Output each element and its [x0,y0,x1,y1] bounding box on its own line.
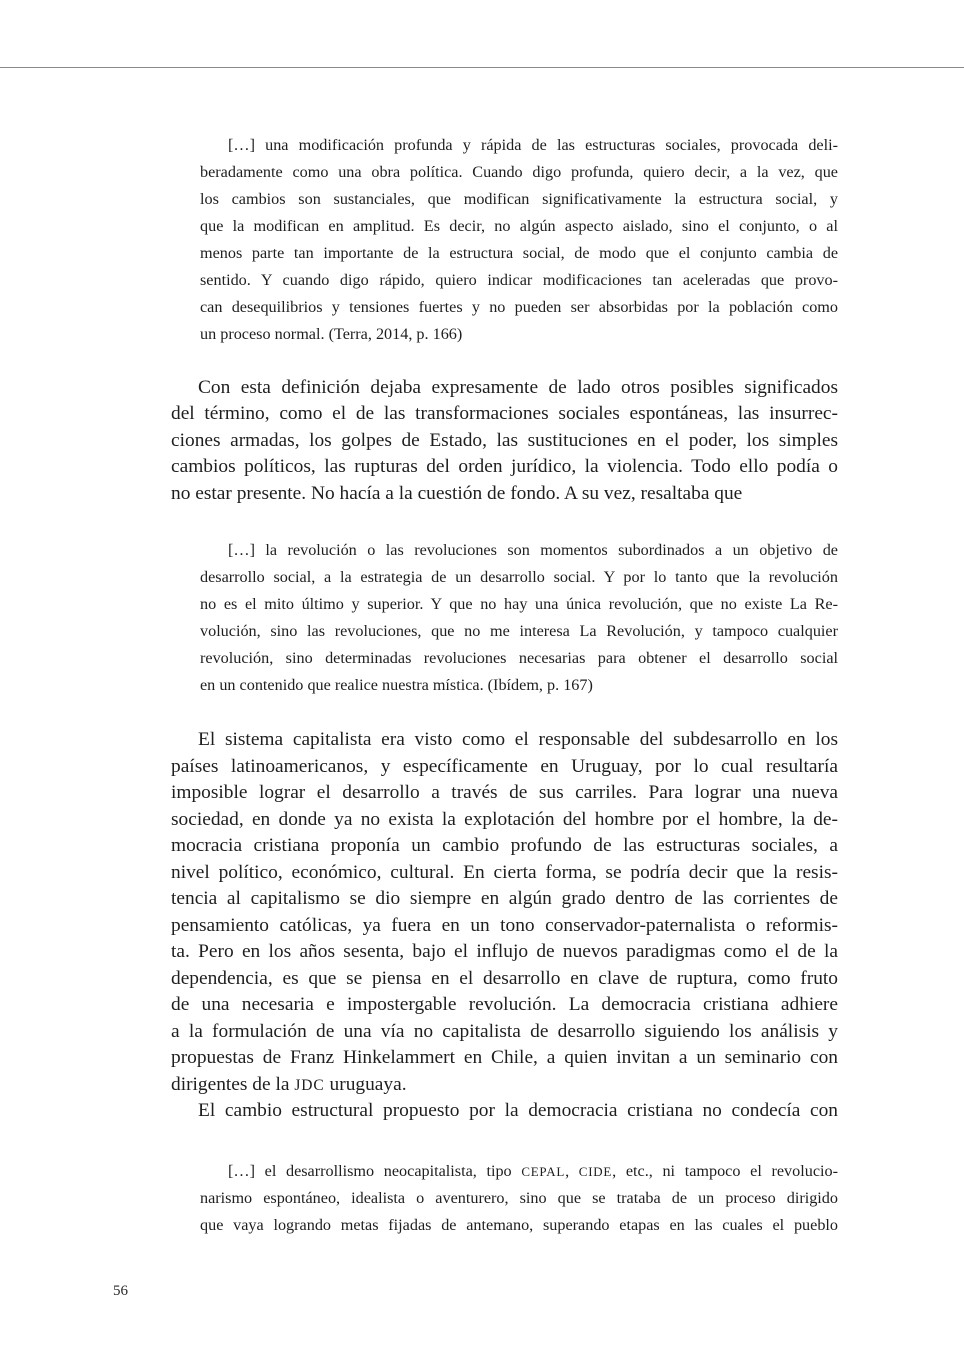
body-line: cambios políticos, las rupturas del orden jurídico, la violencia. Todo ello podía o [171,456,838,477]
quote-line: narismo espontáneo, idealista o aventurero, sino que se trataba de un proceso dirigido [200,1189,838,1207]
quote-line: los cambios son sustanciales, que modifican significativamente la estructura social, y [200,190,838,208]
quote-line: desarrollo social, a la estrategia de un desarrollo social. Y por lo tanto que la revolución [200,568,838,586]
body-line: Con esta definición dejaba expresamente de lado otros posibles significados [198,377,838,398]
body-line: ciones armadas, los golpes de Estado, las sustituciones en el poder, los simples [171,430,838,451]
body-line: mocracia cristiana proponía un cambio profundo de las estructuras sociales, a [171,835,838,856]
quote-line: no es el mito último y superior. Y que no hay una única revolución, que no existe La Re- [200,595,838,613]
quote-line-last: un proceso normal. (Terra, 2014, p. 166) [200,325,463,343]
quote-line: que la modifican en amplitud. Es decir, no algún aspecto aislado, sino el conjunto, o al [200,217,838,235]
quote-text-fragment: […] el desarrollismo neocapitalista, tipo [228,1162,522,1180]
quote-line: can desequilibrios y tensiones fuertes y no pueden ser absorbidas por la población como [200,298,838,316]
abbreviation-cepal: CEPAL [521,1164,566,1179]
body-line-last [171,1072,407,1100]
quote-text-fragment: , [565,1162,579,1180]
body-line: sociedad, en donde ya no exista la explotación del hombre por el hombre, la de- [171,809,838,830]
body-line: El cambio estructural propuesto por la democracia cristiana no condecía con [198,1100,838,1121]
body-line: propuestas de Franz Hinkelammert en Chile, a quien invitan a un seminario con [171,1047,838,1068]
quote-line: volución, sino las revoluciones, que no me interesa La Revolución, y tampoco cualquier [200,622,838,640]
body-line: a la formulación de una vía no capitalista de desarrollo siguiendo los análisis y [171,1021,838,1042]
quote-line: […] una modificación profunda y rápida de las estructuras sociales, provocada deli- [228,136,838,154]
quote-line [228,1158,838,1185]
page-number: 56 [113,1283,128,1299]
abbreviation-jdc: JDC [294,1077,325,1094]
body-line: pensamiento católicas, ya fuera en un tono conservador-paternalista o reformis- [171,915,838,936]
quote-line: sentido. Y cuando digo rápido, quiero indicar modificaciones tan aceleradas que provo- [200,271,838,289]
quote-line: beradamente como una obra política. Cuando digo profunda, quiero decir, a la vez, que [200,163,838,181]
body-text-fragment: uruguaya. [324,1074,407,1095]
quote-text-fragment: , etc., ni tampoco el revolucio- [612,1162,838,1180]
body-line: El sistema capitalista era visto como el responsable del subdesarrollo en los [198,729,838,750]
body-line: del término, como el de las transformaciones sociales espontáneas, las insurrec- [171,403,838,424]
body-line: países latinoamericanos, y específicamente en Uruguay, por lo cual resultaría [171,756,838,777]
header-rule [0,67,964,68]
quote-line: revolución, sino determinadas revoluciones necesarias para obtener el desarrollo social [200,649,838,667]
body-line: imposible lograr el desarrollo a través de sus carriles. Para lograr una nueva [171,782,838,803]
quote-line: menos parte tan importante de la estructura social, de modo que el conjunto cambia de [200,244,838,262]
quote-line: que vaya logrando metas fijadas de antemano, superando etapas en las cuales el pueblo [200,1216,838,1234]
body-line: nivel político, económico, cultural. En cierta forma, se podría decir que la resis- [171,862,838,883]
body-line: dependencia, es que se piensa en el desarrollo en clave de ruptura, como fruto [171,968,838,989]
body-line: tencia al capitalismo se dio siempre en algún grado dentro de las corrientes de [171,888,838,909]
body-line: de una necesaria e impostergable revolución. La democracia cristiana adhiere [171,994,838,1015]
body-line-last: no estar presente. No hacía a la cuestión de fondo. A su vez, resaltaba que [171,483,743,504]
body-text-fragment: dirigentes de la [171,1074,295,1095]
quote-line-last: en un contenido que realice nuestra mística. (Ibídem, p. 167) [200,676,593,694]
quote-line: […] la revolución o las revoluciones son momentos subordinados a un objetivo de [228,541,838,559]
body-line: ta. Pero en los años sesenta, bajo el influjo de nuevos paradigmas como el de la [171,941,838,962]
abbreviation-cide: CIDE [578,1164,613,1179]
